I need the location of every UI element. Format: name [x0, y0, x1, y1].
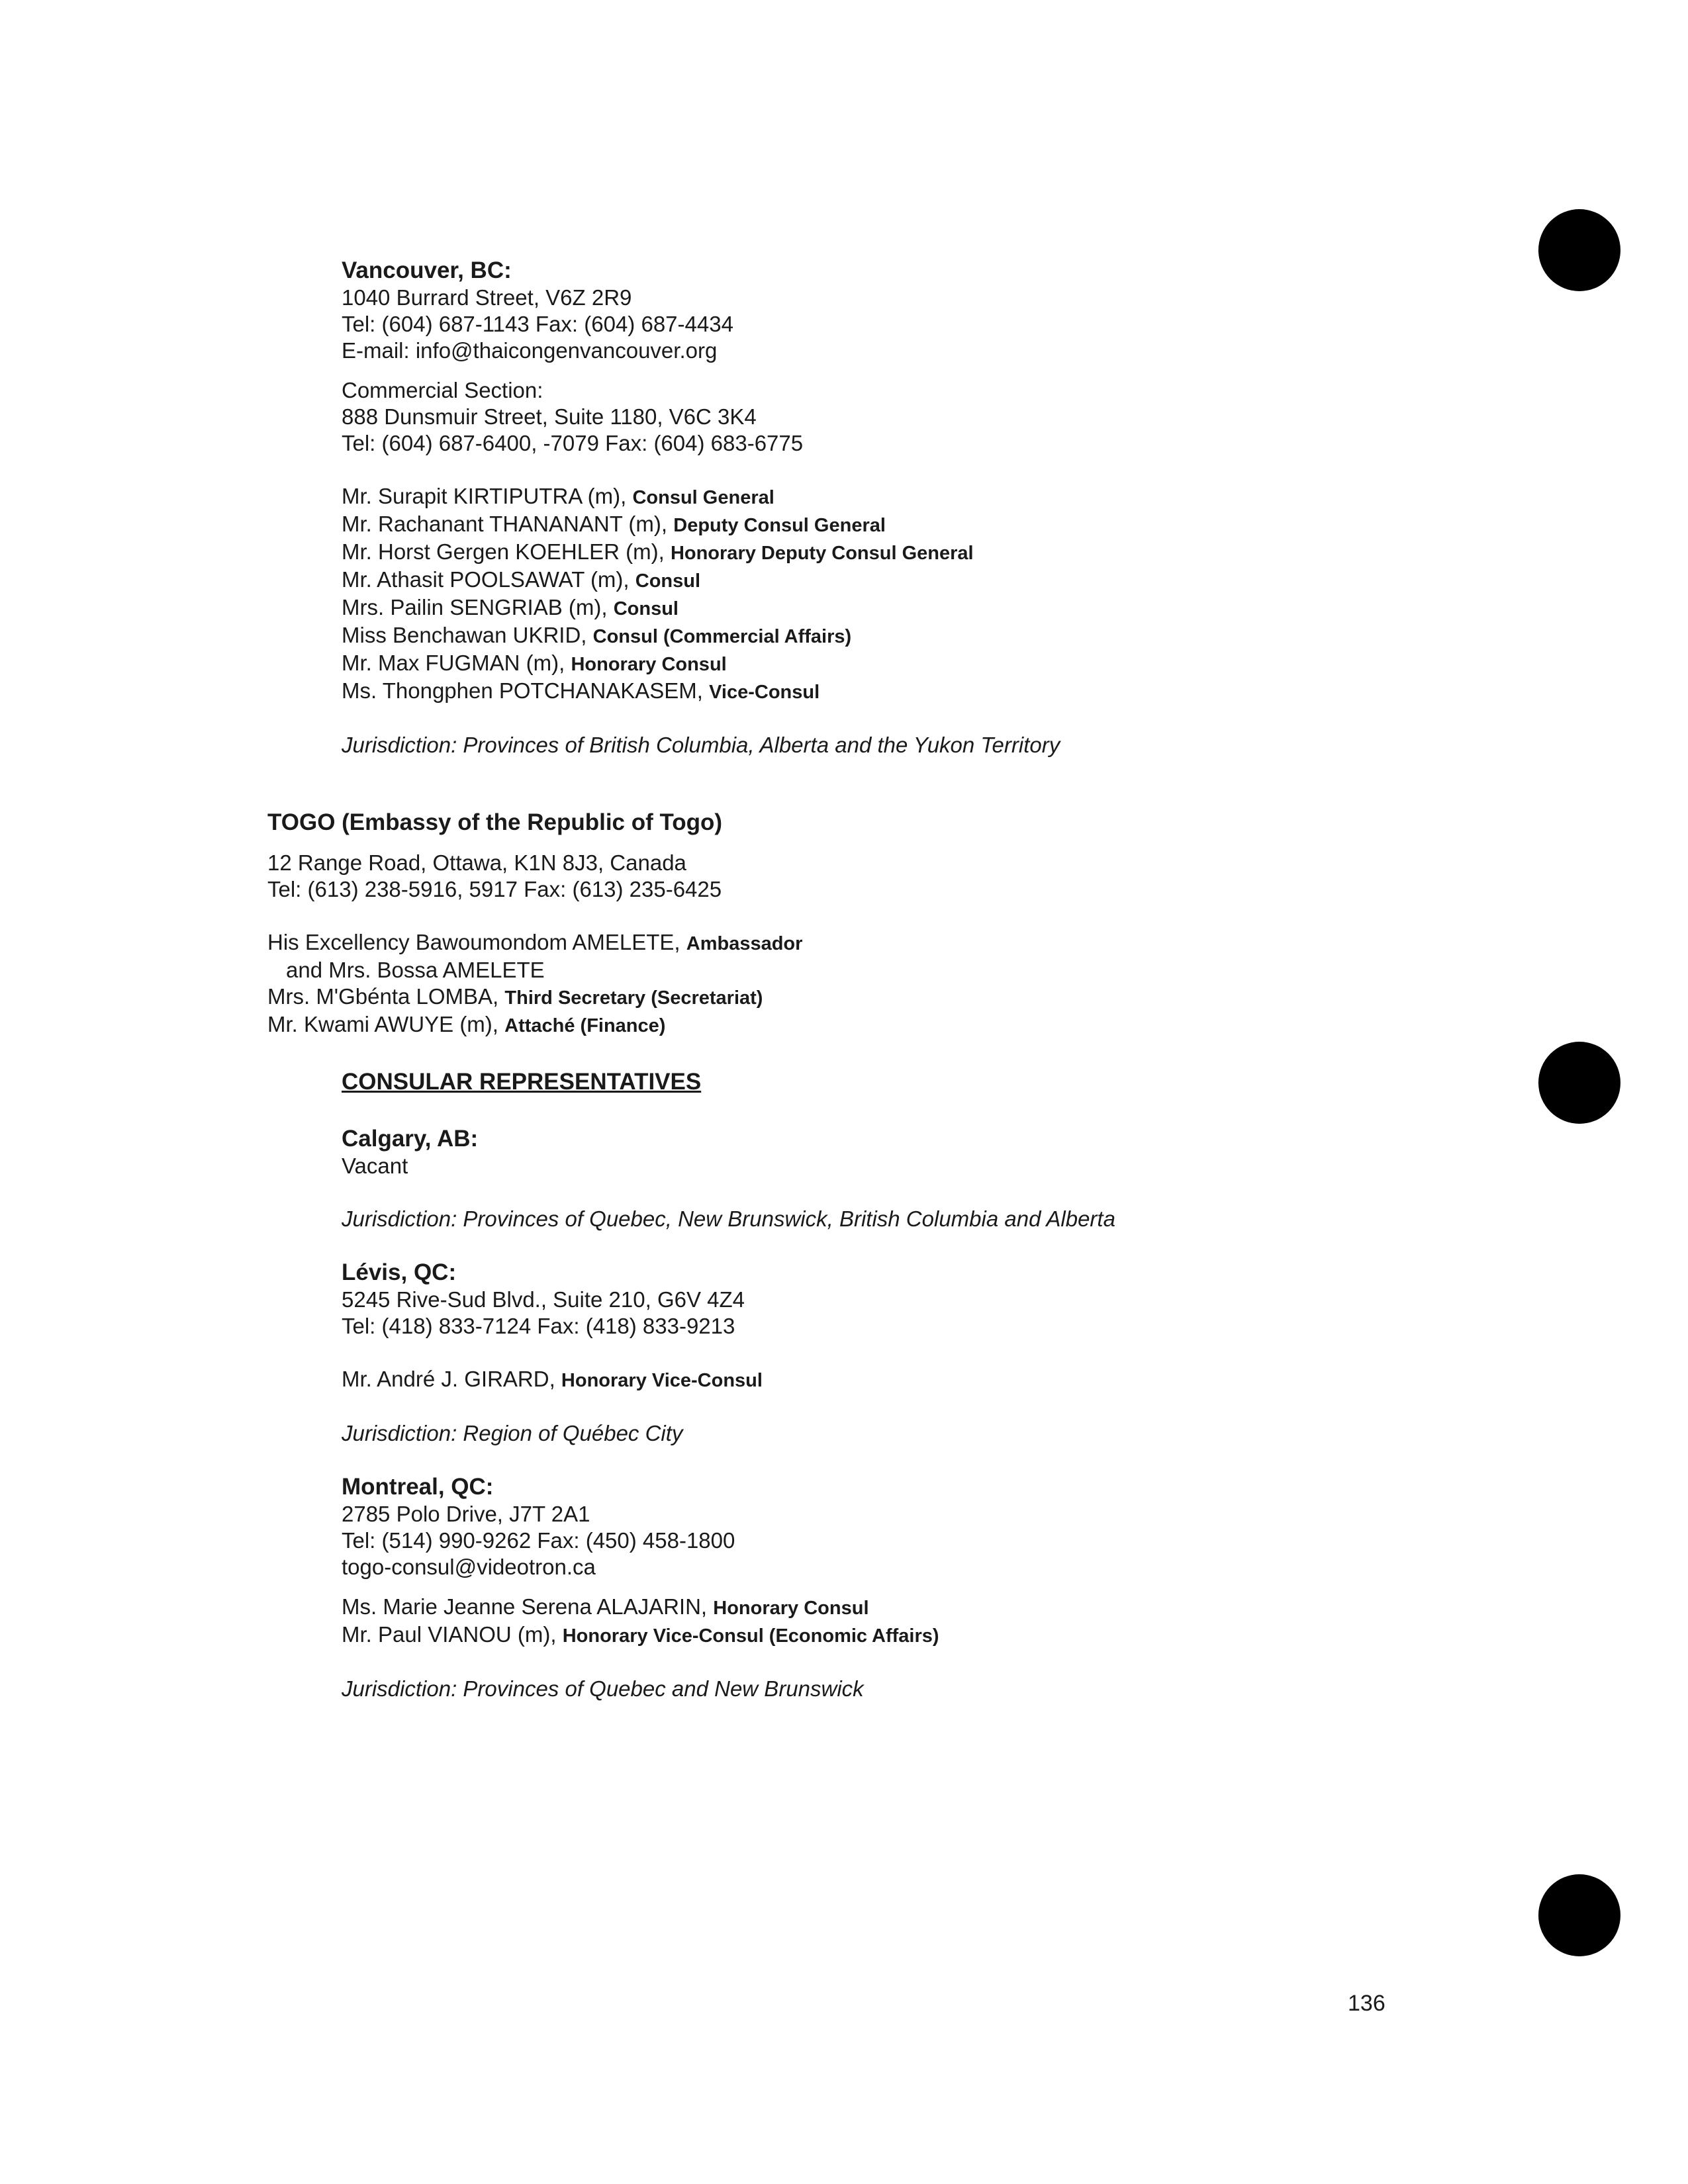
levis-official-row: [342, 1366, 1115, 1394]
official-name: Mr. André J. GIRARD,: [342, 1367, 561, 1391]
calgary-status: Vacant: [342, 1154, 408, 1178]
togo-section: [267, 809, 802, 1039]
staff-name: Mrs. M'Gbénta LOMBA,: [267, 984, 505, 1009]
staff-row: [267, 1011, 802, 1039]
official-row: [342, 650, 1060, 678]
vancouver-address: 1040 Burrard Street, V6Z 2R9: [342, 285, 632, 310]
official-row: [342, 1594, 1115, 1621]
official-row: [342, 511, 1060, 539]
montreal-phone: Tel: (514) 990-9262 Fax: (450) 458-1800: [342, 1528, 735, 1553]
commercial-section-label: Commercial Section:: [342, 378, 543, 402]
official-title: Consul General: [632, 487, 774, 508]
official-name: Miss Benchawan UKRID,: [342, 623, 593, 647]
montreal-email: togo-consul@videotron.ca: [342, 1555, 596, 1579]
official-name: Mr. Max FUGMAN (m),: [342, 651, 571, 675]
montreal-jurisdiction: Jurisdiction: Provinces of Quebec and New Brunswick: [342, 1676, 864, 1701]
levis-jurisdiction: Jurisdiction: Region of Québec City: [342, 1421, 683, 1445]
official-name: Mr. Surapit KIRTIPUTRA (m),: [342, 484, 633, 508]
official-row: [342, 622, 1060, 650]
official-title: Consul (Commercial Affairs): [592, 626, 852, 647]
commercial-address: 888 Dunsmuir Street, Suite 1180, V6C 3K4: [342, 404, 757, 429]
montreal-address: 2785 Polo Drive, J7T 2A1: [342, 1502, 590, 1526]
binder-hole-bottom: [1538, 1874, 1620, 1956]
official-name: Mr. Paul VIANOU (m),: [342, 1622, 563, 1647]
official-title: Vice-Consul: [709, 682, 820, 703]
levis-phone: Tel: (418) 833-7124 Fax: (418) 833-9213: [342, 1314, 735, 1338]
levis-address: 5245 Rive-Sud Blvd., Suite 210, G6V 4Z4: [342, 1287, 745, 1312]
official-title: Consul: [635, 570, 701, 592]
togo-heading: TOGO (Embassy of the Republic of Togo): [267, 809, 723, 835]
official-name: Mr. Rachanant THANANANT (m),: [342, 512, 674, 536]
official-title: Honorary Consul: [571, 654, 727, 675]
ambassador-spouse: and Mrs. Bossa AMELETE: [286, 958, 545, 982]
levis-heading: Lévis, QC:: [342, 1259, 457, 1285]
calgary-heading: Calgary, AB:: [342, 1126, 479, 1152]
consular-heading: CONSULAR REPRESENTATIVES: [342, 1069, 702, 1095]
official-name: Ms. Thongphen POTCHANAKASEM,: [342, 678, 710, 703]
calgary-jurisdiction: Jurisdiction: Provinces of Quebec, New Brunswick, British Columbia and Alberta: [342, 1206, 1115, 1231]
official-name: Ms. Marie Jeanne Serena ALAJARIN,: [342, 1594, 714, 1619]
staff-title: Attaché (Finance): [504, 1015, 666, 1036]
ambassador-name: His Excellency Bawoumondom AMELETE,: [267, 930, 686, 954]
vancouver-heading: Vancouver, BC:: [342, 257, 512, 283]
official-row: [342, 1621, 1115, 1649]
official-row: [342, 567, 1060, 594]
staff-name: Mr. Kwami AWUYE (m),: [267, 1012, 505, 1036]
togo-address: 12 Range Road, Ottawa, K1N 8J3, Canada: [267, 850, 686, 875]
togo-phone: Tel: (613) 238-5916, 5917 Fax: (613) 235-6425: [267, 877, 722, 901]
vancouver-phone: Tel: (604) 687-1143 Fax: (604) 687-4434: [342, 312, 733, 336]
binder-hole-top: [1538, 209, 1620, 291]
montreal-heading: Montreal, QC:: [342, 1474, 494, 1500]
vancouver-jurisdiction: Jurisdiction: Provinces of British Columbia, Alberta and the Yukon Territory: [342, 733, 1060, 757]
official-title: Honorary Vice-Consul (Economic Affairs): [562, 1625, 939, 1647]
official-title: Consul: [613, 598, 679, 619]
vancouver-email: E-mail: info@thaicongenvancouver.org: [342, 338, 718, 363]
staff-title: Third Secretary (Secretariat): [504, 987, 763, 1009]
binder-hole-middle: [1538, 1042, 1620, 1124]
staff-row: [267, 983, 802, 1011]
official-name: Mrs. Pailin SENGRIAB (m),: [342, 595, 614, 619]
official-title: Honorary Vice-Consul: [561, 1370, 763, 1391]
official-row: [342, 483, 1060, 511]
official-title: Deputy Consul General: [673, 515, 886, 536]
ambassador-title: Ambassador: [686, 933, 803, 954]
official-row: [342, 594, 1060, 622]
official-title: Honorary Consul: [713, 1598, 869, 1619]
official-name: Mr. Athasit POOLSAWAT (m),: [342, 567, 635, 592]
vancouver-section: [342, 257, 1060, 758]
official-title: Honorary Deputy Consul General: [670, 543, 974, 564]
ambassador-row: [267, 929, 802, 957]
commercial-phone: Tel: (604) 687-6400, -7079 Fax: (604) 683-6775: [342, 431, 804, 455]
official-row: [342, 678, 1060, 705]
official-row: [342, 539, 1060, 567]
page-number: 136: [1348, 1991, 1385, 2016]
consular-section: [342, 1068, 1115, 1702]
official-name: Mr. Horst Gergen KOEHLER (m),: [342, 539, 671, 564]
